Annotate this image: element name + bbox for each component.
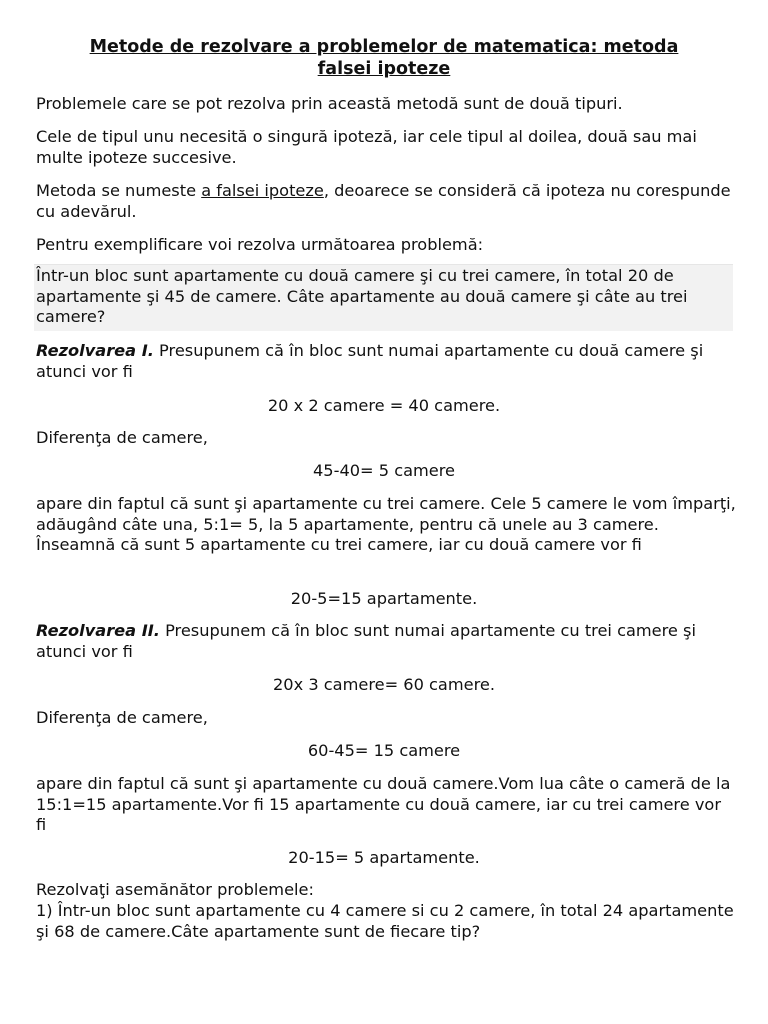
document-title	[36, 36, 732, 80]
solution-2-equation-2: 60-45= 15 camere	[307, 741, 461, 760]
method-name-underlined: a falsei ipoteze	[201, 181, 324, 200]
solution-1-explanation: apare din faptul că sunt şi apartamente cu trei camere. Cele 5 camere le vom împarţi, adăugând câte una, 5:1= 5, la 5 apartamente, pentru că unele au 3 camere. Înseamnă că sunt 5 apartamente cu trei camere, iar cu două camere vor fi	[36, 494, 736, 554]
solution-2-explanation: apare din faptul că sunt şi apartamente cu două camere.Vom lua câte o cameră de la 15:1=15 apartamente.Vor fi 15 apartamente cu două camere, iar cu trei camere vor fi	[36, 774, 731, 834]
exercise-1: 1) Într-un bloc sunt apartamente cu 4 camere si cu 2 camere, în total 24 apartamente şi 68 de camere.Câte apartamente sunt de fiecare tip?	[36, 901, 734, 941]
title-line-2: falsei ipoteze	[317, 59, 451, 79]
solution-2-difference-label: Diferenţa de camere,	[36, 708, 208, 727]
solution-2-intro	[36, 621, 736, 662]
intro-paragraph-4: Pentru exemplificare voi rezolva următoarea problemă:	[36, 235, 484, 254]
solution-1-equation-3: 20-5=15 apartamente.	[290, 589, 478, 608]
solution-1-difference-label: Diferenţa de camere,	[36, 428, 208, 447]
solution-2-equation-1: 20x 3 camere= 60 camere.	[273, 675, 495, 694]
intro-paragraph-2: Cele de tipul unu necesită o singură ipoteză, iar cele tipul al doilea, două sau mai multe ipoteze succesive.	[36, 127, 697, 167]
title-line-1: Metode de rezolvare a problemelor de matematica: metoda	[89, 37, 679, 57]
solution-2-text: Presupunem că în bloc sunt numai apartamente cu trei camere şi atunci vor fi	[36, 621, 696, 661]
intro-paragraph-1: Problemele care se pot rezolva prin această metodă sunt de două tipuri.	[36, 94, 623, 113]
exercises-intro: Rezolvaţi asemănător problemele:	[36, 880, 314, 899]
intro-paragraph-3	[36, 181, 736, 222]
solution-2-heading: Rezolvarea II.	[36, 621, 160, 640]
solution-1-equation-2: 45-40= 5 camere	[313, 461, 455, 480]
solution-1-equation-1: 20 x 2 camere = 40 camere.	[267, 396, 501, 415]
solution-1-heading: Rezolvarea I.	[36, 341, 154, 360]
method-text-after: , deoarece se consideră că ipoteza nu corespunde cu adevărul.	[36, 181, 731, 221]
method-text-before: Metoda se numeste	[36, 181, 202, 200]
problem-statement: Într-un bloc sunt apartamente cu două camere şi cu trei camere, în total 20 de apartamente şi 45 de camere. Câte apartamente au două camere şi câte au trei camere?	[36, 266, 688, 326]
solution-1-text: Presupunem că în bloc sunt numai apartamente cu două camere şi atunci vor fi	[36, 341, 704, 381]
solution-1-intro	[36, 341, 736, 382]
solution-2-equation-3: 20-15= 5 apartamente.	[288, 848, 480, 867]
